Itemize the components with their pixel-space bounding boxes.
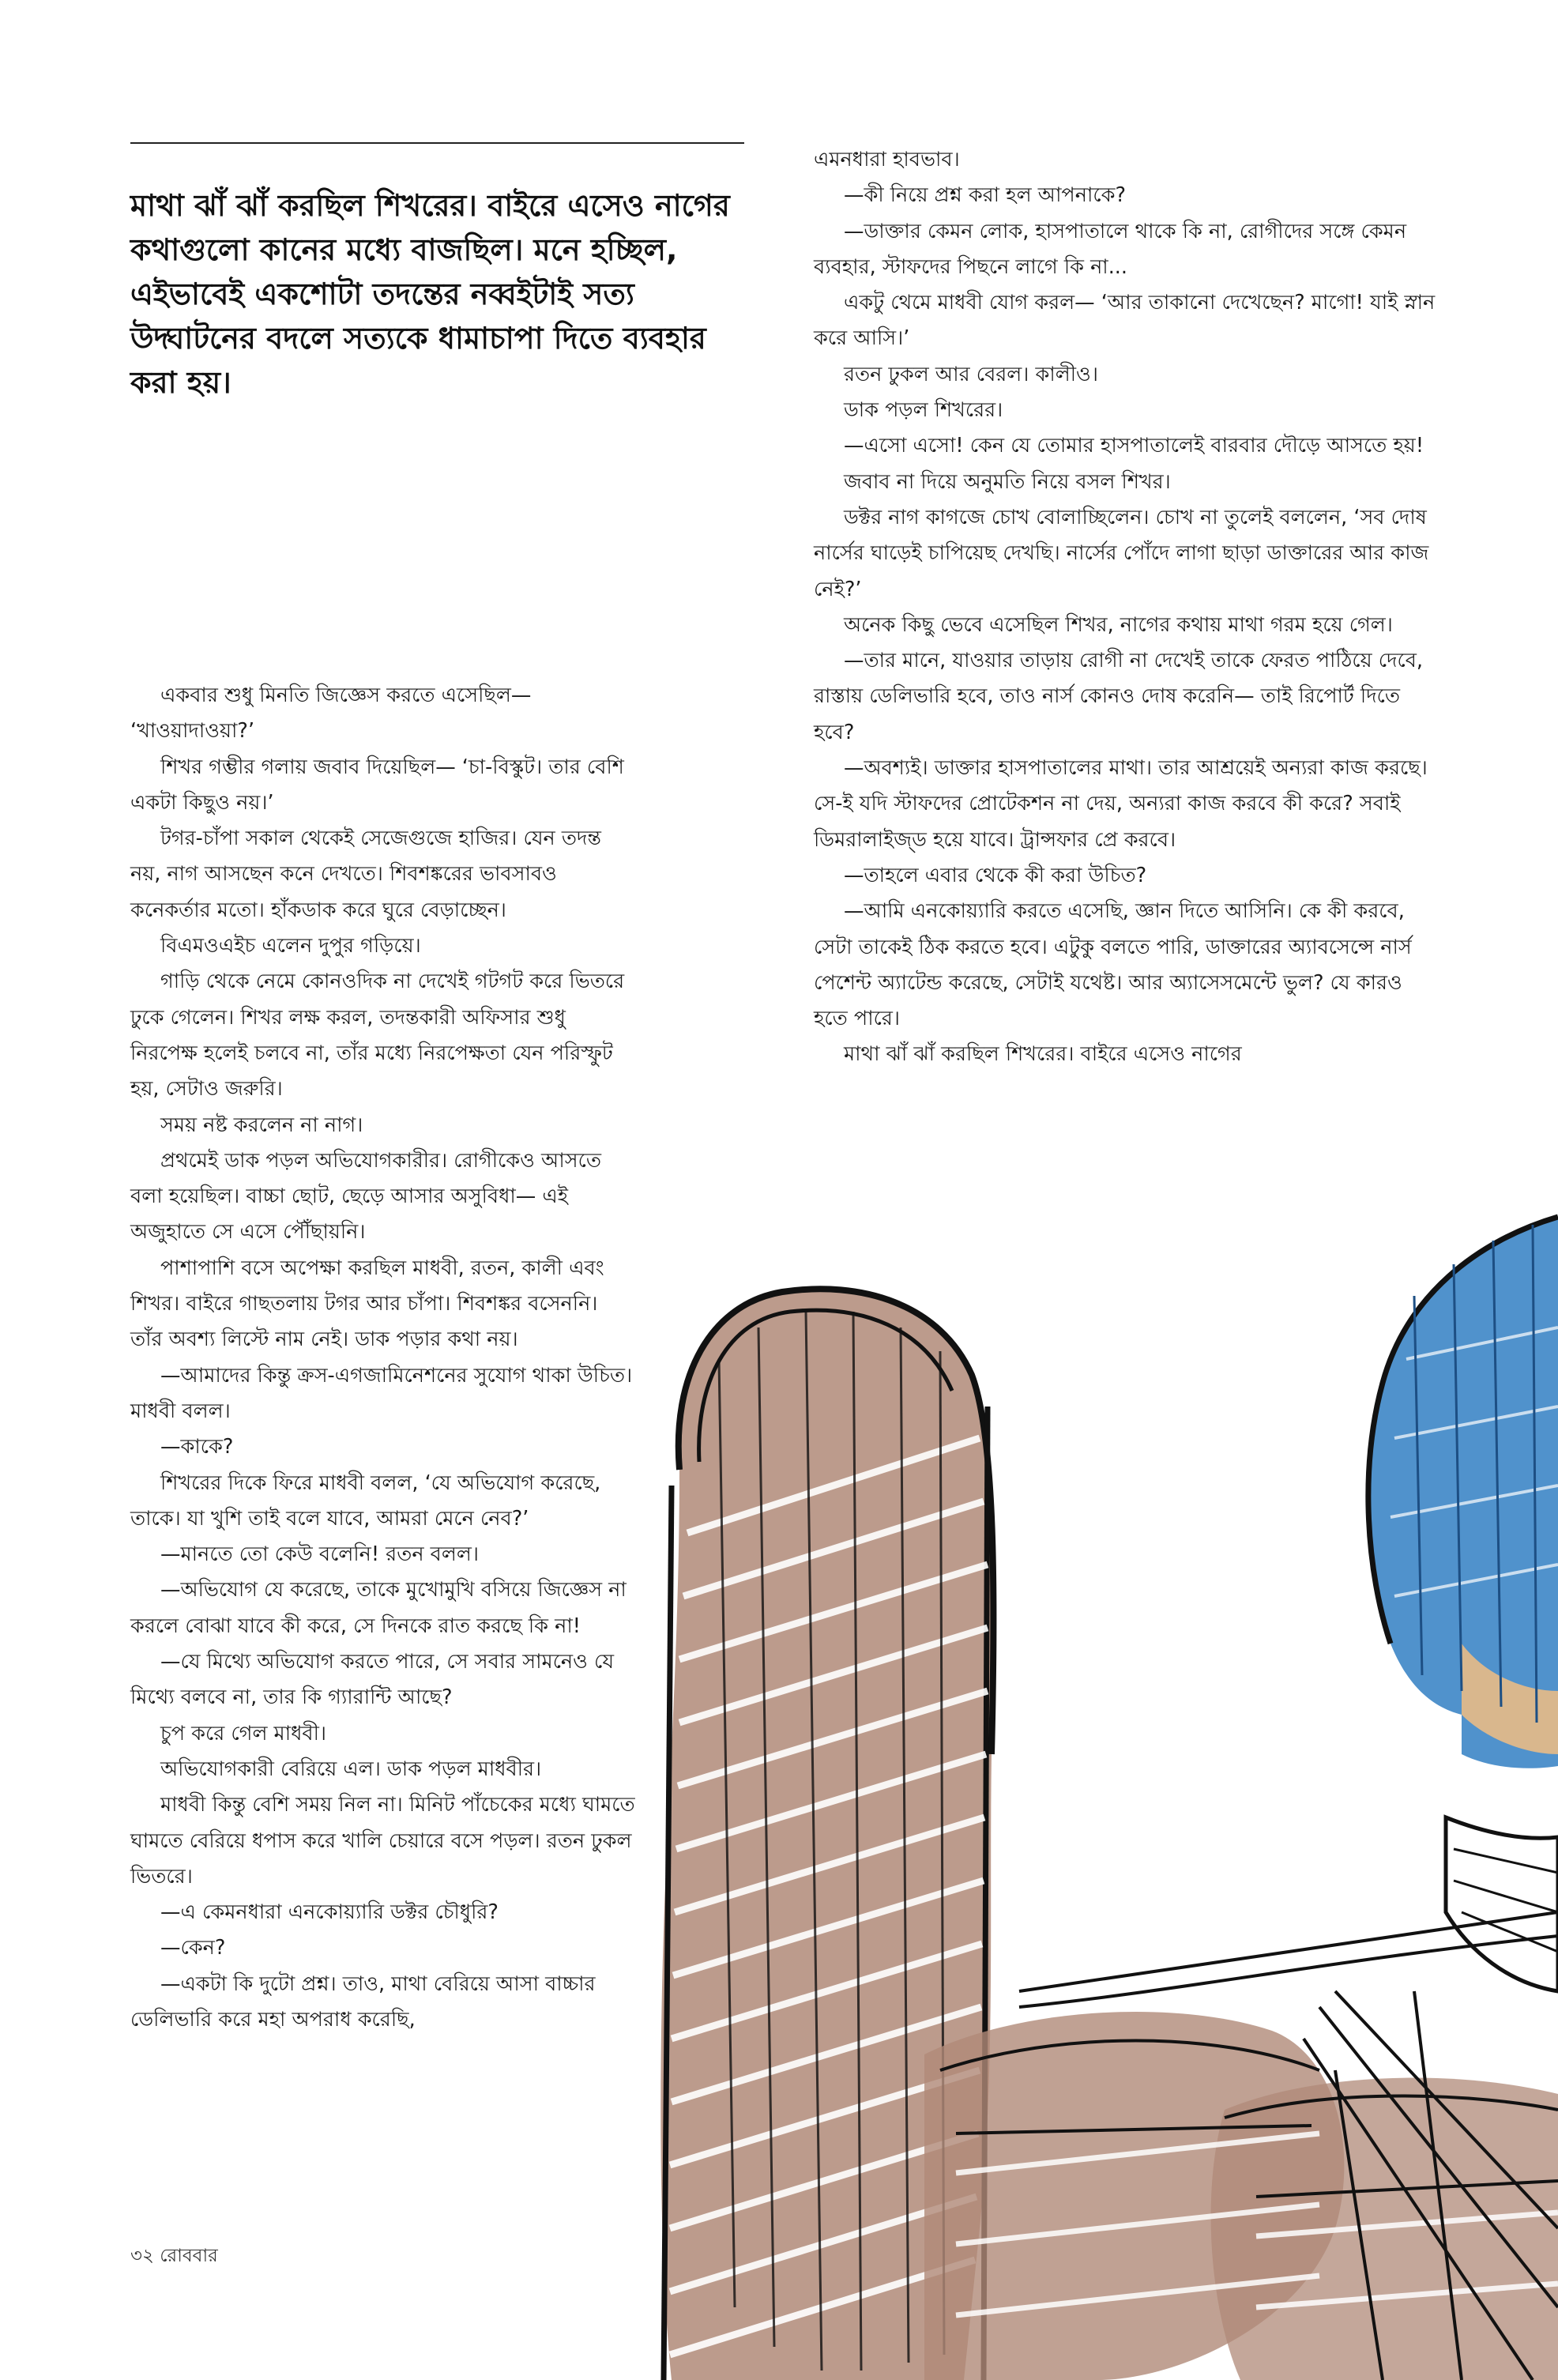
- paragraph: সময় নষ্ট করলেন না নাগ।: [160, 1113, 363, 1137]
- paragraph: —আমি এনকোয়্যারি করতে এসেছি, জ্ঞান দিতে আসিনি। কে কী করবে, সেটা তাকেই ঠিক করতে হবে। এটুকু বলতে পারি, ডাক্তারের অ্যাবসেন্সে নার্স পেশেন্ট অ্যাটেন্ড করেছে, সেটাই যথেষ্ট। আর অ্যাসেসমেন্টে ভুল? যে কারও হতে পারে।: [814, 899, 1412, 1031]
- paragraph-continued: এমনধারা হাবভাব।: [814, 148, 960, 171]
- paragraph: —আমাদের কিন্তু ক্রস-এগজামিনেশনের সুযোগ থাকা উচিত। মাধবী বলল।: [130, 1363, 633, 1423]
- paragraph: —কাকে?: [160, 1435, 234, 1459]
- header-rule: [130, 142, 744, 144]
- paragraph: রতন ঢুকল আর বেরল। কালীও।: [844, 362, 1098, 386]
- paragraph: —অবশ্যই। ডাক্তার হাসপাতালের মাথা। তার আশ্রয়েই অন্যরা কাজ করছে। সে-ই যদি স্টাফদের প্রোটেকশন না দেয়, অন্যরা কাজ করবে কী করে? সবাই ডিমরালাইজ্‌ড হয়ে যাবে। ট্রান্সফার প্রে করবে।: [814, 756, 1428, 852]
- right-column: [814, 142, 1438, 1073]
- paragraph: —এ কেমনধারা এনকোয়্যারি ডক্টর চৌধুরি?: [160, 1900, 499, 1925]
- paragraph: —কী নিয়ে প্রশ্ন করা হল আপনাকে?: [844, 183, 1126, 208]
- paragraph: অভিযোগকারী বেরিয়ে এল। ডাক পড়ল মাধবীর।: [160, 1757, 542, 1781]
- sketch-illustration: [624, 1201, 1558, 2380]
- paragraph: গাড়ি থেকে নেমে কোনওদিক না দেখেই গটগট করে ভিতরে ঢুকে গেলেন। শিখর লক্ষ করল, তদন্তকারী অফিসার শুধু নিরপেক্ষ হলেই চলবে না, তাঁর মধ্যে নিরপেক্ষতা যেন পরিস্ফুট হয়, সেটাও জরুরি।: [130, 970, 625, 1102]
- paragraph: শিখর গম্ভীর গলায় জবাব দিয়েছিল— ‘চা-বিস্কুট। তার বেশি একটা কিছুও নয়।’: [130, 755, 624, 815]
- paragraph: —অভিযোগ যে করেছে, তাকে মুখোমুখি বসিয়ে জিজ্ঞেস না করলে বোঝা যাবে কী করে, সে দিনকে রাত করছে কি না!: [130, 1578, 627, 1638]
- paragraph: —কেন?: [160, 1936, 226, 1960]
- paragraph: —ডাক্তার কেমন লোক, হাসপাতালে থাকে কি না, রোগীদের সঙ্গে কেমন ব্যবহার, স্টাফদের পিছনে লাগে কি না...: [814, 219, 1407, 279]
- paragraph: —যে মিথ্যে অভিযোগ করতে পারে, সে সবার সামনেও যে মিথ্যে বলবে না, তার কি গ্যারান্টি আছে?: [130, 1650, 615, 1710]
- paragraph: —তাহলে এবার থেকে কী করা উচিত?: [844, 863, 1147, 887]
- paragraph: মাধবী কিন্তু বেশি সময় নিল না। মিনিট পাঁচেকের মধ্যে ঘামতে ঘামতে বেরিয়ে ধপাস করে খালি চেয়ারে বসে পড়ল। রতন ঢুকল ভিতরে।: [130, 1793, 635, 1889]
- paragraph: প্রথমেই ডাক পড়ল অভিযোগকারীর। রোগীকেও আসতে বলা হয়েছিল। বাচ্চা ছোট, ছেড়ে আসার অসুবিধা— এই অজুহাতে সে এসে পৌঁছায়নি।: [130, 1148, 601, 1245]
- paragraph: টগর-চাঁপা সকাল থেকেই সেজেগুজে হাজির। যেন তদন্ত নয়, নাগ আসছেন কনে দেখতে। শিবশঙ্করের ভাবসাবও কনেকর্তার মতো। হাঁকডাক করে ঘুরে বেড়াচ্ছেন।: [130, 827, 601, 922]
- page-folio: ৩২ রোববার: [130, 2246, 218, 2266]
- paragraph: মাথা ঝাঁ ঝাঁ করছিল শিখরের। বাইরে এসেও নাগের: [844, 1042, 1242, 1067]
- paragraph: পাশাপাশি বসে অপেক্ষা করছিল মাধবী, রতন, কালী এবং শিখর। বাইরে গাছতলায় টগর আর চাঁপা। শিবশঙ্কর বসেননি। তাঁর অবশ্য লিস্টে নাম নেই। ডাক পড়ার কথা নয়।: [130, 1256, 604, 1352]
- paragraph: —এসো এসো! কেন যে তোমার হাসপাতালেই বারবার দৌড়ে আসতে হয়!: [844, 434, 1424, 458]
- left-column: [130, 678, 636, 2038]
- paragraph: একবার শুধু মিনতি জিজ্ঞেস করতে এসেছিল— ‘খাওয়াদাওয়া?’: [130, 683, 532, 744]
- pull-quote: মাথা ঝাঁ ঝাঁ করছিল শিখরের। বাইরে এসেও নাগের কথাগুলো কানের মধ্যে বাজছিল। মনে হচ্ছিল, এইভাবেই একশোটা তদন্তের নব্বইটাই সত্য উদ্ঘাটনের বদলে সত্যকে ধামাচাপা দিতে ব্যবহার করা হয়।: [130, 188, 730, 400]
- paragraph: শিখরের দিকে ফিরে মাধবী বলল, ‘যে অভিযোগ করেছে, তাকে। যা খুশি তাই বলে যাবে, আমরা মেনে নেব?’: [130, 1471, 601, 1531]
- paragraph: চুপ করে গেল মাধবী।: [160, 1721, 327, 1745]
- brown-shapes-lower: [924, 2012, 1558, 2380]
- paragraph: ডক্টর নাগ কাগজে চোখ বোলাচ্ছিলেন। চোখ না তুলেই বললেন, ‘সব দোষ নার্সের ঘাড়েই চাপিয়েছ দেখছি। নার্সের পোঁদে লাগা ছাড়া ডাক্তারের আর কাজ নেই?’: [814, 505, 1429, 601]
- paragraph: বিএমওএইচ এলেন দুপুর গড়িয়ে।: [160, 934, 421, 958]
- paragraph: —একটা কি দুটো প্রশ্ন। তাও, মাথা বেরিয়ে আসা বাচ্চার ডেলিভারি করে মহা অপরাধ করেছি,: [130, 1971, 596, 2032]
- paragraph: অনেক কিছু ভেবে এসেছিল শিখর, নাগের কথায় মাথা গরম হয়ে গেল।: [844, 612, 1393, 637]
- paragraph: জবাব না দিয়ে অনুমতি নিয়ে বসল শিখর।: [844, 469, 1171, 494]
- paragraph: ডাক পড়ল শিখরের।: [844, 398, 1003, 423]
- paragraph: একটু থেমে মাধবী যোগ করল— ‘আর তাকানো দেখেছেন? মাগো! যাই স্নান করে আসি।’: [814, 291, 1436, 351]
- paragraph: —মানতে তো কেউ বলেনি! রতন বলল।: [160, 1542, 479, 1567]
- blue-figure-sketch: [1368, 1217, 1558, 1991]
- paragraph: —তার মানে, যাওয়ার তাড়ায় রোগী না দেখেই তাকে ফেরত পাঠিয়ে দেবে, রাস্তায় ডেলিভারি হবে, তাও নার্স কোনও দোষ করেনি— তাই রিপোর্ট দিতে হবে?: [814, 649, 1424, 744]
